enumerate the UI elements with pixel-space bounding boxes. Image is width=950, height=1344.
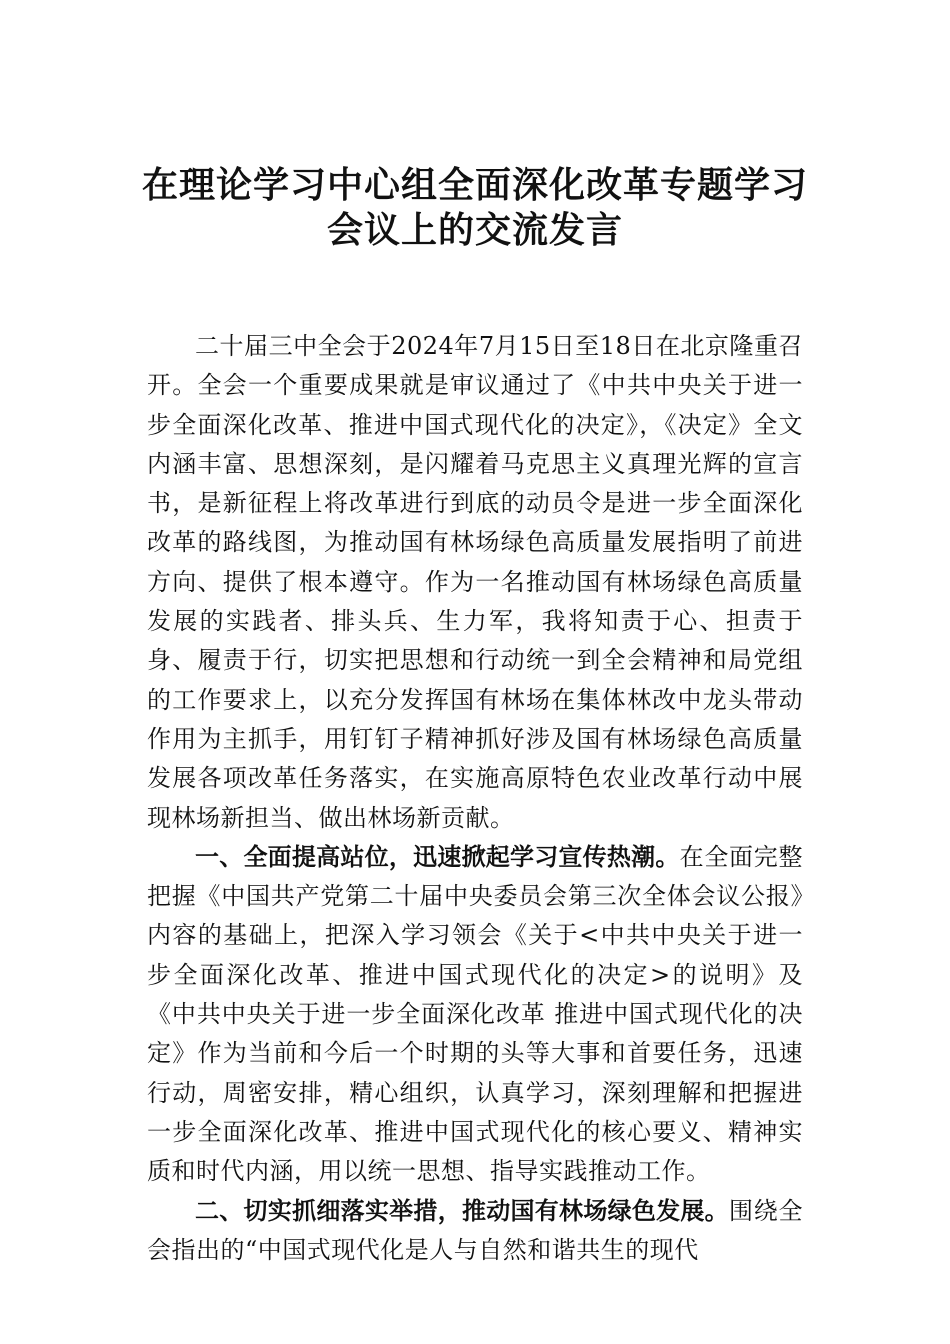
paragraph-text: 围绕全会指出的“中国式现代化是人与自然和谐共生的现代 xyxy=(147,1196,804,1264)
section-heading-1: 一、全面提高站位，迅速掀起学习宣传热潮。 xyxy=(195,842,680,871)
document-title-line-1: 在理论学习中心组全面深化改革专题学习 xyxy=(141,164,808,206)
document-body xyxy=(147,327,803,1270)
section-paragraph-2 xyxy=(147,1192,803,1271)
paragraph-text: 二十届三中全会于2024年7月15日至18日在北京隆重召开。全会一个重要成果就是审议通过了《中共中央关于进一步全面深化改革、推进中国式现代化的决定》，《决定》全文内涵丰富、思想深刻，是闪耀着马克思主义真理光辉的宣言书，是新征程上将改革进行到底的动员令是进一步全面深化改革的路线图，为推动国有林场绿色高质量发展指明了前进方向、提供了根本遵守。作为一名推动国有林场绿色高质量发展的实践者、排头兵、生力军，我将知责于心、担责于身、履责于行，切实把思想和行动统一到全会精神和局党组的工作要求上，以充分发挥国有林场在集体林改中龙头带动作用为主抓手，用钉钉子精神抓好涉及国有林场绿色高质量发展各项改革任务落实，在实施高原特色农业改革行动中展现林场新担当、做出林场新贡献。 xyxy=(147,332,803,832)
section-paragraph-1 xyxy=(147,838,803,1192)
paragraph-text: 在全面完整把握《中国共产党第二十届中央委员会第三次全体会议公报》内容的基础上，把深入学习领会《关于<中共中央关于进一步全面深化改革、推进中国式现代化的决定>的说明》及《中共中央关于进一步全面深化改革 推进中国式现代化的决定》作为当前和今后一个时期的头等大事和首要任务，迅速行动，周密安排，精心组织，认真学习，深刻理解和把握进一步全面深化改革、推进中国式现代化的核心要义、精神实质和时代内涵，用以统一思想、指导实践推动工作。 xyxy=(147,842,804,1186)
intro-paragraph xyxy=(147,327,803,838)
document-title-line-2: 会议上的交流发言 xyxy=(326,209,623,251)
section-heading-2: 二、切实抓细落实举措，推动国有林场绿色发展。 xyxy=(195,1196,729,1225)
